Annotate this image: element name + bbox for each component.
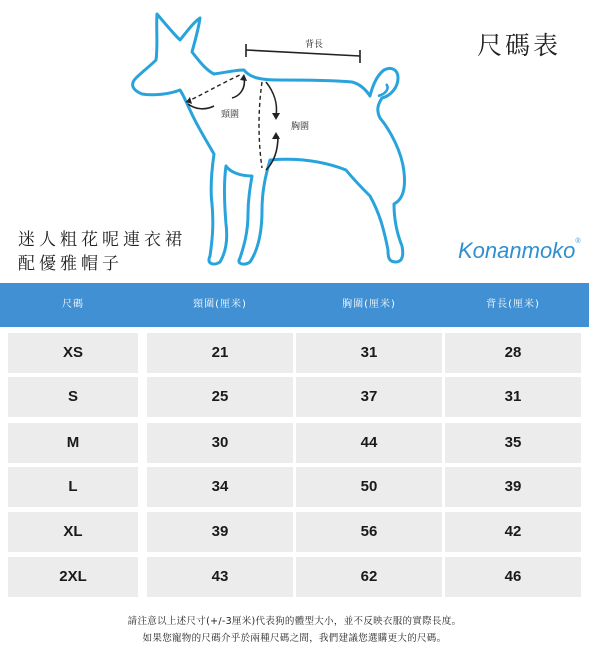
cell-neck: 34	[147, 467, 293, 507]
cell-size: XS	[8, 333, 138, 373]
table-row	[0, 557, 589, 597]
cell-chest: 62	[296, 557, 442, 597]
product-name	[18, 228, 186, 276]
table-row	[0, 333, 589, 373]
table-header	[0, 283, 589, 327]
header-back: 背長(厘米)	[486, 299, 540, 310]
neck-arrow-right	[232, 78, 244, 98]
cell-size: M	[8, 423, 138, 463]
chest-arrow-top	[266, 82, 277, 116]
cell-back: 42	[445, 512, 581, 552]
cell-size: L	[8, 467, 138, 507]
cell-chest: 44	[296, 423, 442, 463]
cell-chest: 31	[296, 333, 442, 373]
back-length-label: 背長	[305, 40, 324, 50]
cell-size: S	[8, 377, 138, 417]
neck-arrow-left	[188, 104, 214, 109]
table-row	[0, 377, 589, 417]
cell-back: 39	[445, 467, 581, 507]
chest-label: 胸圍	[291, 122, 310, 132]
cell-chest: 56	[296, 512, 442, 552]
cell-size: 2XL	[8, 557, 138, 597]
product-name-line-2: 配優雅帽子	[18, 254, 123, 274]
table-row	[0, 423, 589, 463]
header-size: 尺碼	[62, 299, 84, 310]
footnote-line-1: 請注意以上述尺寸(+/-3厘米)代表狗的體型大小，並不反映衣服的實際長度。	[127, 616, 462, 627]
brand-name: Konanmoko	[458, 238, 576, 263]
chest-measure-line	[259, 82, 262, 168]
cell-back: 35	[445, 423, 581, 463]
cell-chest: 37	[296, 377, 442, 417]
cell-back: 46	[445, 557, 581, 597]
back-length-line	[246, 50, 360, 56]
table-row	[0, 467, 589, 507]
footnote-line-2: 如果您寵物的尺碼介乎於兩種尺碼之間，我們建議您選購更大的尺碼。	[142, 633, 447, 644]
header-chest: 胸圍(厘米)	[342, 299, 396, 310]
cell-neck: 25	[147, 377, 293, 417]
brand-logo	[458, 238, 581, 264]
cell-back: 31	[445, 377, 581, 417]
page-title: 尺碼表	[476, 31, 561, 60]
cell-chest: 50	[296, 467, 442, 507]
cell-neck: 30	[147, 423, 293, 463]
registered-mark: ®	[575, 238, 581, 245]
cell-size: XL	[8, 512, 138, 552]
product-name-line-1: 迷人粗花呢連衣裙	[18, 230, 186, 250]
tail-curl	[378, 84, 388, 96]
neck-label: 頸圍	[221, 110, 240, 120]
cell-back: 28	[445, 333, 581, 373]
cell-neck: 39	[147, 512, 293, 552]
cell-neck: 43	[147, 557, 293, 597]
cell-neck: 21	[147, 333, 293, 373]
header-neck: 頸圍(厘米)	[193, 299, 247, 310]
table-row	[0, 512, 589, 552]
